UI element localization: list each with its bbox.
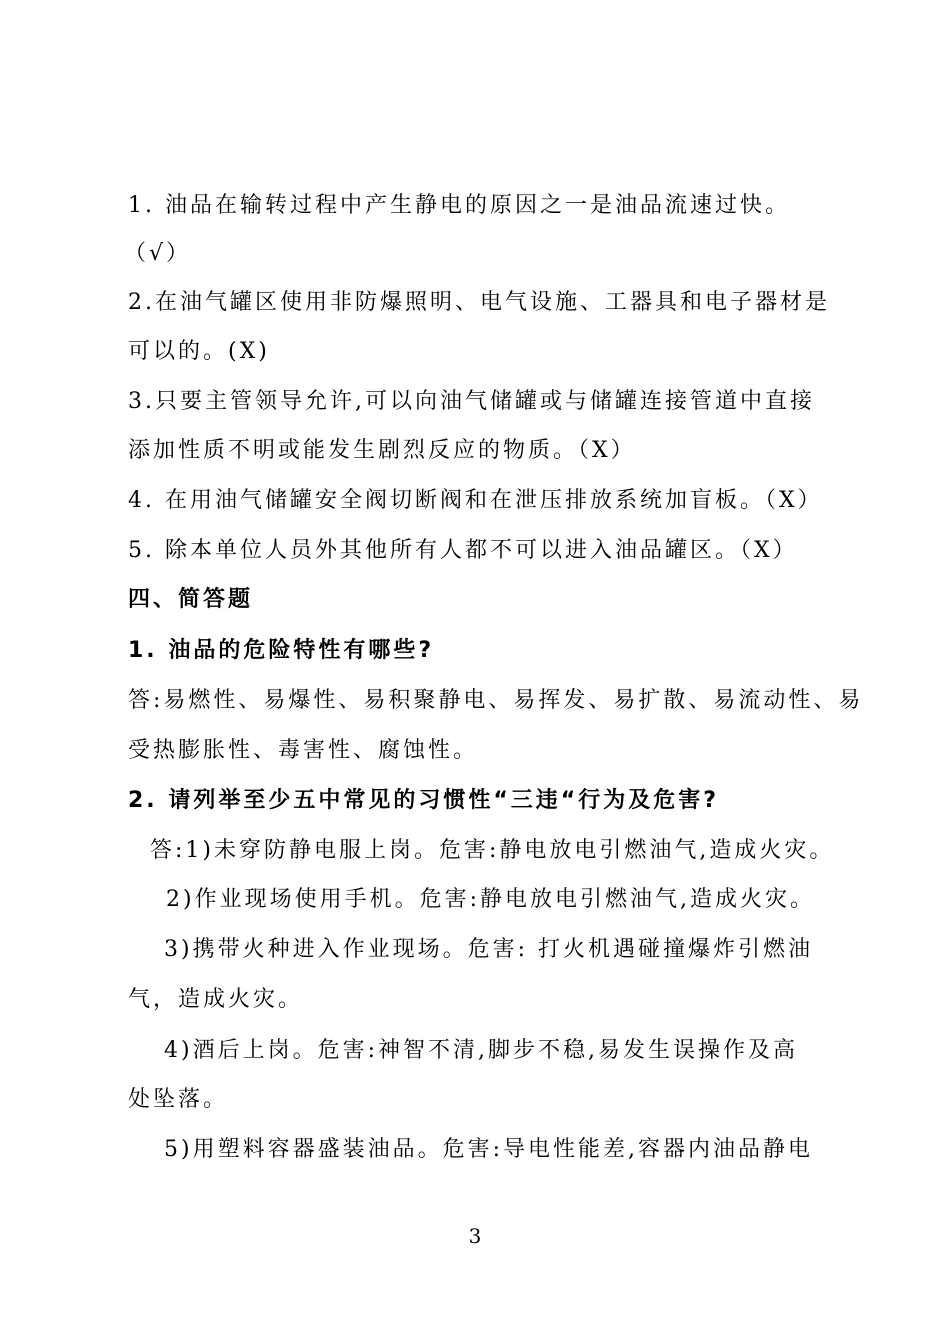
sa-question-2-item-3-line-1: 3)携带火种进入作业现场。危害: 打火机遇碰撞爆炸引燃油 xyxy=(164,937,813,962)
sa-question-1-answer-line-1: 答:易燃性、易爆性、易积聚静电、易挥发、易扩散、易流动性、易 xyxy=(128,688,864,713)
tf-question-2-line-2: 可以的。(X) xyxy=(128,339,270,364)
sa-question-2-title: 2. 请列举至少五中常见的习惯性“三违“行为及危害? xyxy=(128,788,720,813)
sa-question-2-item-5-line-1: 5)用塑料容器盛装油品。危害:导电性能差,容器内油品静电 xyxy=(164,1137,813,1162)
tf-question-3-line-1: 3.只要主管领导允许,可以向油气储罐或与储罐连接管道中直接 xyxy=(128,389,815,414)
sa-question-2-item-4-line-2: 处坠落。 xyxy=(128,1087,229,1112)
sa-question-2-item-4-line-1: 4)酒后上岗。危害:神智不清,脚步不稳,易发生误操作及高 xyxy=(164,1038,798,1063)
tf-question-4: 4. 在用油气储罐安全阀切断阀和在泄压排放系统加盲板。（X） xyxy=(128,488,823,513)
tf-question-2-line-1: 2.在油气罐区使用非防爆照明、电气设施、工器具和电子器材是 xyxy=(128,290,830,315)
sa-question-2-item-3-line-2: 气，造成火灾。 xyxy=(128,987,304,1012)
sa-question-2-item-2: 2)作业现场使用手机。危害:静电放电引燃油气,造成火灾。 xyxy=(166,887,815,912)
sa-question-1-title: 1. 油品的危险特性有哪些? xyxy=(128,638,435,663)
tf-question-1-answer: （√） xyxy=(124,241,192,266)
section-heading: 四、简答题 xyxy=(128,587,254,612)
page-number: 3 xyxy=(468,1224,482,1248)
tf-question-3-line-2: 添加性质不明或能发生剧烈反应的物质。（X） xyxy=(128,438,636,463)
sa-question-2-item-1: 答:1)未穿防静电服上岗。危害:静电放电引燃油气,造成火灾。 xyxy=(150,838,835,863)
sa-question-1-answer-line-2: 受热膨胀性、毒害性、腐蚀性。 xyxy=(128,738,479,763)
tf-question-5: 5. 除本单位人员外其他所有人都不可以进入油品罐区。（X） xyxy=(128,538,798,563)
tf-question-1-line-1: 1. 油品在输转过程中产生静电的原因之一是油品流速过快。 xyxy=(128,193,790,218)
